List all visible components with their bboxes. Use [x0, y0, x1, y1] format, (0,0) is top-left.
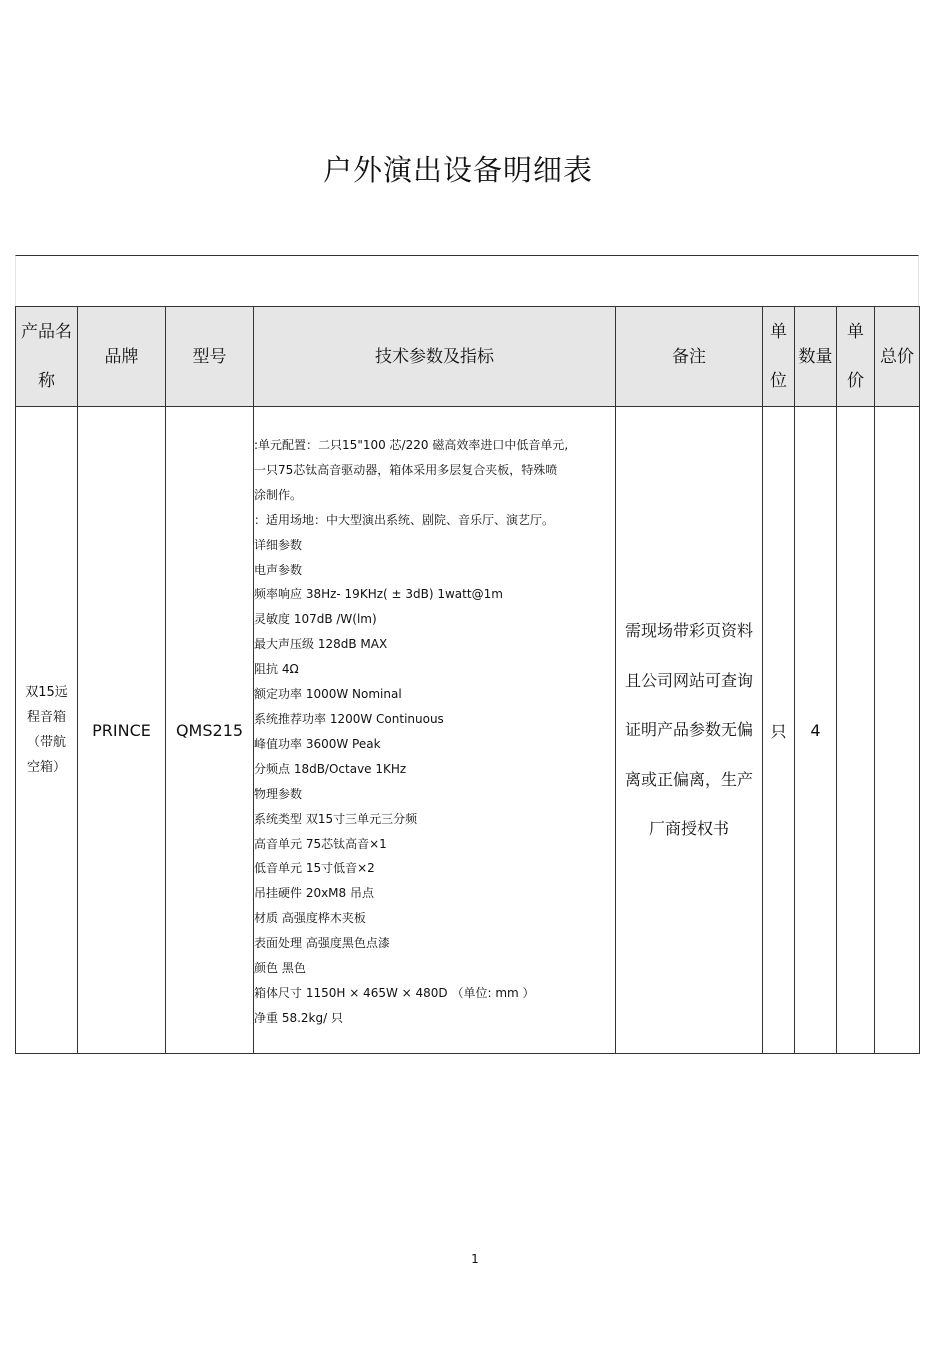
page-number: 1 — [471, 1252, 479, 1266]
cell-quantity: 4 — [795, 407, 837, 1054]
spec-line: 频率响应 38Hz- 19KHz( ± 3dB) 1watt@1m — [254, 587, 503, 602]
spec-line: 材质 高强度桦木夹板 — [254, 911, 366, 926]
cell-specs — [254, 407, 616, 1054]
spec-line: 电声参数 — [254, 562, 303, 577]
cell-product-name: 双15远程音箱（带航空箱） — [16, 407, 78, 1054]
header-unit-price: 单价 — [837, 307, 875, 407]
spec-line: 一只75芯钛高音驱动器，箱体采用多层复合夹板，特殊喷 — [254, 462, 558, 477]
spec-line: 高音单元 75芯钛高音×1 — [254, 836, 387, 851]
equipment-table — [15, 306, 920, 1054]
cell-remarks: 需现场带彩页资料且公司网站可查询证明产品参数无偏离或正偏离，生产厂商授权书 — [616, 407, 763, 1054]
table-header-row — [16, 307, 920, 407]
spec-list — [254, 433, 615, 1031]
spec-line: 系统推荐功率 1200W Continuous — [254, 711, 444, 726]
spec-line: 峰值功率 3600W Peak — [254, 736, 381, 751]
cell-model: QMS215 — [166, 407, 254, 1054]
spec-line: 分频点 18dB/Octave 1KHz — [254, 761, 407, 776]
spec-line: 颜色 黑色 — [254, 961, 306, 976]
cell-unit-price — [837, 407, 875, 1054]
header-unit: 单位 — [763, 307, 795, 407]
cell-brand: PRINCE — [78, 407, 166, 1054]
spec-line: 最大声压级 128dB MAX — [254, 637, 388, 652]
spec-line: 系统类型 双15寸三单元三分频 — [254, 811, 418, 826]
spec-line: 吊挂硬件 20xM8 吊点 — [254, 886, 374, 901]
document-title: 户外演出设备明细表 — [322, 153, 593, 187]
blank-header-box — [15, 255, 919, 306]
cell-total-price — [875, 407, 920, 1054]
table-row — [16, 407, 920, 1054]
spec-line: 表面处理 高强度黑色点漆 — [254, 936, 390, 951]
spec-line: 涂制作。 — [254, 487, 303, 502]
header-model: 型号 — [166, 307, 254, 407]
spec-line: 净重 58.2kg/ 只 — [254, 1010, 343, 1025]
spec-line: 灵敏度 107dB /W(lm) — [254, 612, 377, 627]
spec-line: :单元配置：二只15"100 芯/220 磁高效率进口中低音单元, — [254, 438, 569, 452]
spec-line: 箱体尺寸 1150H × 465W × 480D （单位: mm ） — [254, 985, 535, 1000]
header-specs: 技术参数及指标 — [254, 307, 616, 407]
spec-line: 物理参数 — [254, 786, 303, 801]
spec-line: 详细参数 — [254, 537, 303, 552]
cell-unit: 只 — [763, 407, 795, 1054]
spec-line: 额定功率 1000W Nominal — [254, 687, 402, 702]
header-brand: 品牌 — [78, 307, 166, 407]
spec-line: 阻抗 4Ω — [254, 662, 299, 677]
spec-line: 低音单元 15寸低音×2 — [254, 861, 375, 876]
header-total-price: 总价 — [875, 307, 920, 407]
header-product-name: 产品名称 — [16, 307, 78, 407]
header-quantity: 数量 — [795, 307, 837, 407]
header-remarks: 备注 — [616, 307, 763, 407]
spec-line: ：适用场地：中大型演出系统、剧院、音乐厅、演艺厅。 — [254, 512, 555, 527]
